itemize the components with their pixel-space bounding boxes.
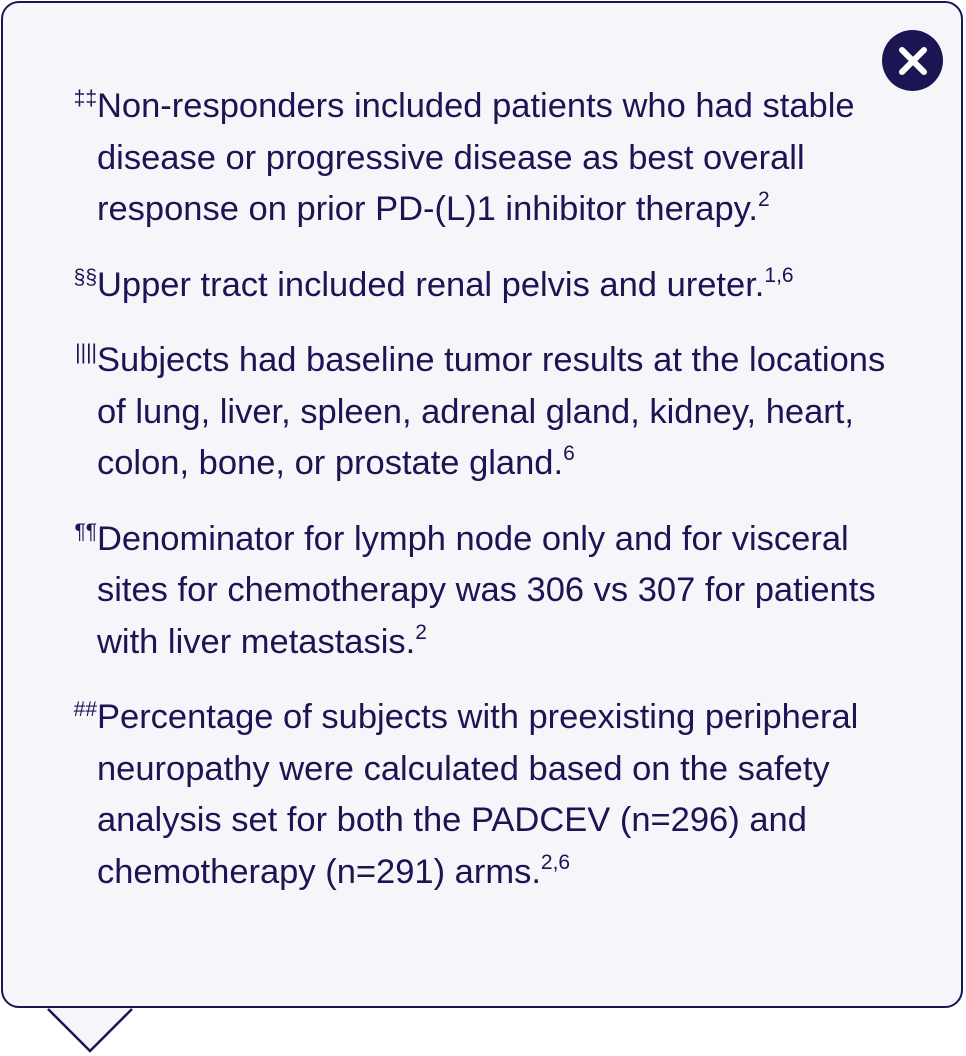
footnote-mark: |||| — [75, 341, 97, 364]
footnote-list — [73, 81, 917, 922]
footnote-mark: ¶¶ — [74, 519, 97, 543]
footnote-reference: 2,6 — [540, 850, 571, 874]
footnote-reference: 1,6 — [764, 263, 794, 287]
footnote-reference: 2 — [415, 620, 427, 644]
footnote-text: Subjects had baseline tumor results at the locations of lung, liver, spleen, adrenal gland, kidney, heart, colon, bone, or prostate gland. — [97, 341, 886, 482]
footnote-item — [73, 692, 917, 898]
footnote-text: Percentage of subjects with preexisting peripheral neuropathy were calculated based on the safety analysis set for both the PADCEV (n=296) and chemotherapy (n=291) arms. — [97, 698, 859, 891]
tooltip-pointer — [46, 1006, 134, 1054]
footnote-reference: 6 — [563, 442, 575, 465]
footnote-reference: 2 — [757, 188, 770, 211]
footnote-mark: §§ — [73, 265, 97, 289]
footnote-item — [73, 260, 917, 312]
footnote-mark: ## — [73, 698, 97, 721]
footnote-item — [73, 81, 917, 236]
footnote-item — [74, 514, 917, 669]
footnote-text: Denominator for lymph node only and for visceral sites for chemotherapy was 306 vs 307 for patients with liver metastasis. — [97, 519, 876, 661]
footnote-item — [75, 335, 917, 490]
footnote-text: Non-responders included patients who had stable disease or progressive disease as best overall response on prior PD-(L)1 inhibitor therapy. — [97, 87, 855, 228]
footnote-mark: ‡‡ — [73, 87, 97, 110]
footnote-text: Upper tract included renal pelvis and ureter. — [97, 265, 765, 304]
close-icon — [896, 44, 930, 78]
footnote-tooltip — [1, 1, 963, 1008]
